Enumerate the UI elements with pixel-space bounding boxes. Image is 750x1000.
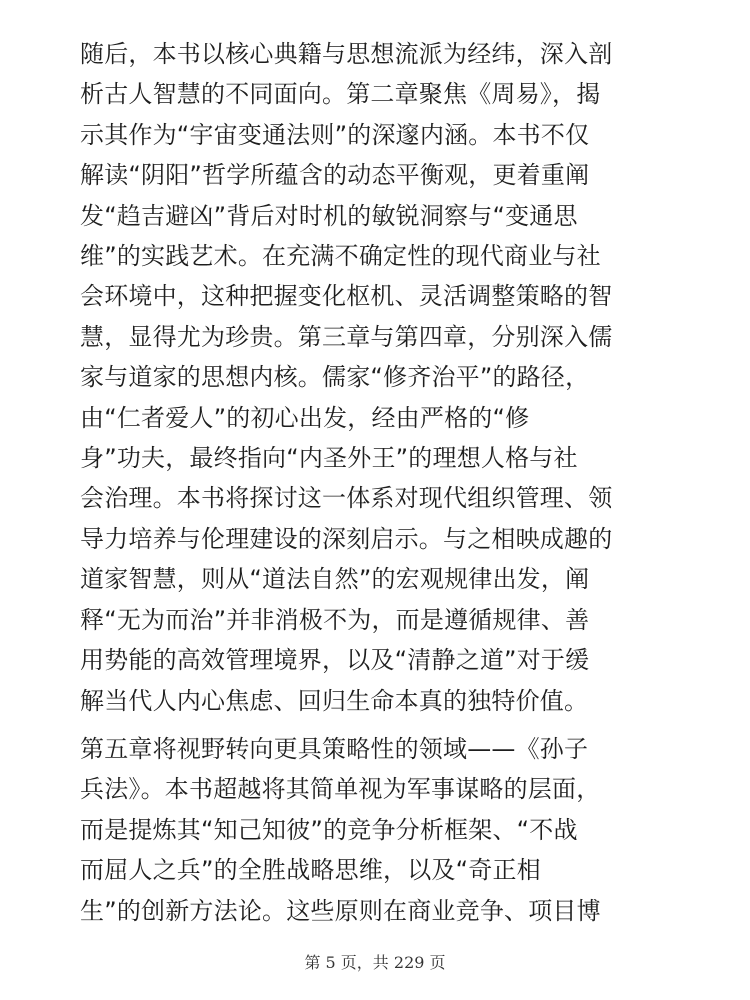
text-line: 而是提炼其“知己知彼”的竞争分析框架、“不战 bbox=[80, 815, 578, 844]
paragraph-1 bbox=[80, 34, 680, 721]
text-line: 析古人智慧的不同面向。第二章聚焦《周易》，揭 bbox=[80, 80, 601, 109]
text-line: 第五章将视野转向更具策略性的领域——《孙子 bbox=[80, 734, 589, 763]
text-line: 释“无为而治”并非消极不为，而是遵循规律、善 bbox=[80, 605, 590, 634]
text-line: 用势能的高效管理境界，以及“清静之道”对于缓 bbox=[80, 646, 590, 675]
text-line: 身”功夫，最终指向“内圣外王”的理想人格与社 bbox=[80, 444, 578, 473]
text-line: 解当代人内心焦虑、回归生命本真的独特价值。 bbox=[80, 686, 589, 715]
text-line: 维”的实践艺术。在充满不确定性的现代商业与社 bbox=[80, 242, 601, 271]
text-line: 兵法》。本书超越将其简单视为军事谋略的层面， bbox=[80, 775, 601, 804]
paragraph-2 bbox=[80, 729, 680, 931]
text-line: 发“趋吉避凶”背后对时机的敏锐洞察与“变通思 bbox=[80, 201, 578, 230]
text-line: 由“仁者爱人”的初心出发，经由严格的“修 bbox=[80, 403, 530, 432]
text-line: 道家智慧，则从“道法自然”的宏观规律出发，阐 bbox=[80, 565, 590, 594]
page-number-footer: 第 5 页，共 229 页 bbox=[304, 953, 446, 972]
text-line: 解读“阴阳”哲学所蕴含的动态平衡观，更着重阐 bbox=[80, 161, 590, 190]
text-line: 随后，本书以核心典籍与思想流派为经纬，深入剖 bbox=[80, 40, 613, 68]
text-line: 会环境中，这种把握变化枢机、灵活调整策略的智 bbox=[80, 282, 613, 311]
text-line: 家与道家的思想内核。儒家“修齐治平”的路径， bbox=[80, 363, 590, 392]
text-line: 慧，显得尤为珍贵。第三章与第四章，分别深入儒 bbox=[80, 322, 613, 351]
document-body bbox=[80, 34, 680, 931]
text-line: 生”的创新方法论。这些原则在商业竞争、项目博 bbox=[80, 896, 601, 925]
text-line: 会治理。本书将探讨这一体系对现代组织管理、领 bbox=[80, 484, 613, 513]
text-line: 示其作为“宇宙变通法则”的深邃内涵。本书不仅 bbox=[80, 120, 590, 149]
text-line: 而屈人之兵”的全胜战略思维，以及“奇正相 bbox=[80, 856, 541, 885]
text-line: 导力培养与伦理建设的深刻启示。与之相映成趣的 bbox=[80, 524, 613, 553]
